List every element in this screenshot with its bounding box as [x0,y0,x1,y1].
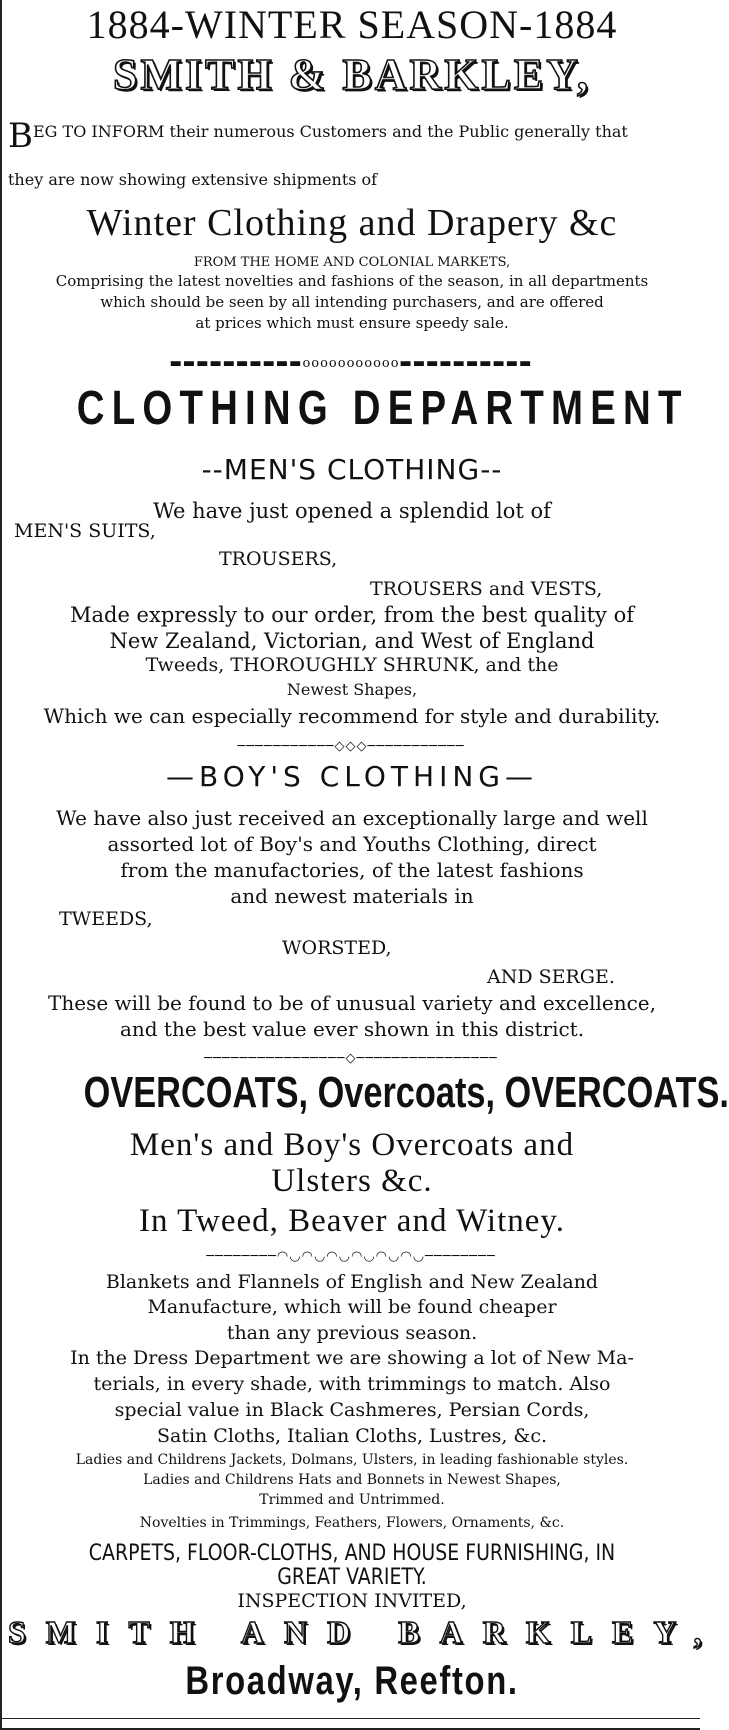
address-line: Broadway, Reefton. [185,1659,519,1703]
boys-line: from the manufactories, of the latest fashions [120,858,584,882]
ornamental-divider: ────────────────◇──────────────── [204,1051,498,1066]
clothing-department-heading: CLOTHING DEPARTMENT [76,382,689,435]
drapery-line: Blankets and Flannels of English and New Zealand [105,1271,599,1293]
overcoats-line: Ulsters &c. [271,1163,433,1199]
boys-line: assorted lot of Boy's and Youths Clothing, direct [107,832,597,856]
winter-line: Comprising the latest novelties and fashions of the season, in all departments [55,272,649,290]
winter-line: at prices which must ensure speedy sale. [195,314,509,332]
boys-line: and newest materials in [230,884,474,908]
drapery-line: Novelties in Trimmings, Feathers, Flowers, Ornaments, &c. [139,1515,565,1531]
intro-line-1 [8,116,696,156]
bottom-rule [2,1718,700,1719]
trousers-line: TROUSERS, [219,548,338,570]
drapery-line: Satin Cloths, Italian Cloths, Lustres, &c. [156,1425,548,1447]
intro-line-2: they are now showing extensive shipments of [8,170,378,189]
winter-line: which should be seen by all intending purchasers, and are offered [100,293,604,311]
intro-line-1-text: EG TO INFORM their numerous Customers and the Public generally that [33,122,628,141]
ornamental-divider: ▬▬▬▬▬▬▬▬▬▬ooooooooooo▬▬▬▬▬▬▬▬▬▬ [169,356,533,371]
overcoats-line: Men's and Boy's Overcoats and [129,1127,575,1163]
overcoats-headline: OVERCOATS, Overcoats, OVERCOATS. [83,1068,729,1117]
drapery-line: special value in Black Cashmeres, Persian Cords, [114,1399,590,1421]
tweeds-line: TWEEDS, [59,908,153,930]
inspection-line: INSPECTION INVITED, [237,1590,467,1612]
mens-line: Made expressly to our order, from the best quality of [69,603,635,627]
trousers-vests-line: TROUSERS and VESTS, [370,578,603,600]
firm-name-heading: SMITH & BARKLEY, [113,50,591,99]
mens-suits-line: MEN'S SUITS, [14,520,156,542]
mens-clothing-heading: --MEN'S CLOTHING-- [201,453,503,486]
drapery-line: In the Dress Department we are showing a lot of New Ma- [70,1347,634,1369]
winter-headline: Winter Clothing and Drapery &c [86,202,618,244]
mens-line: Which we can especially recommend for style and durability. [43,704,661,728]
overcoats-line: In Tweed, Beaver and Witney. [138,1203,566,1239]
mens-line: New Zealand, Victorian, and West of England [109,629,595,653]
drapery-line: Ladies and Childrens Jackets, Dolmans, Ulsters, in leading fashionable styles. [75,1452,629,1468]
boys-line: We have also just received an exceptionally large and well [56,806,648,830]
ornamental-divider: ────────◠◡◠◡◠◡◠◡◠◡◠◡──────── [206,1249,496,1264]
drop-cap: B [8,116,33,156]
boys-line: These will be found to be of unusual variety and excellence, [48,991,656,1015]
drapery-line: Manufacture, which will be found cheaper [147,1296,557,1318]
mens-line: Tweeds, THOROUGHLY SHRUNK, and the [145,654,559,676]
boys-clothing-heading: —BOY'S CLOTHING— [166,760,538,793]
markets-line: FROM THE HOME AND COLONIAL MARKETS, [193,255,511,270]
mens-line: Newest Shapes, [286,680,418,699]
season-heading: 1884-WINTER SEASON-1884 [86,2,618,47]
carpets-line: GREAT VARIETY. [277,1565,427,1590]
carpets-line: CARPETS, FLOOR-CLOTHS, AND HOUSE FURNISHING, IN [88,1541,616,1566]
serge-line: AND SERGE. [487,966,615,988]
firm-signature: SMITH AND BARKLEY, [8,1614,722,1650]
boys-line: and the best value ever shown in this district. [119,1017,585,1041]
drapery-line: terials, in every shade, with trimmings to match. Also [93,1373,611,1395]
ornamental-divider: ───────────◇◇◇─────────── [237,739,465,754]
mens-line: We have just opened a splendid lot of [153,499,551,523]
worsted-line: WORSTED, [282,937,392,959]
drapery-line: Ladies and Childrens Hats and Bonnets in Newest Shapes, [143,1472,561,1488]
drapery-line: than any previous season. [226,1322,478,1344]
drapery-line: Trimmed and Untrimmed. [259,1492,445,1508]
